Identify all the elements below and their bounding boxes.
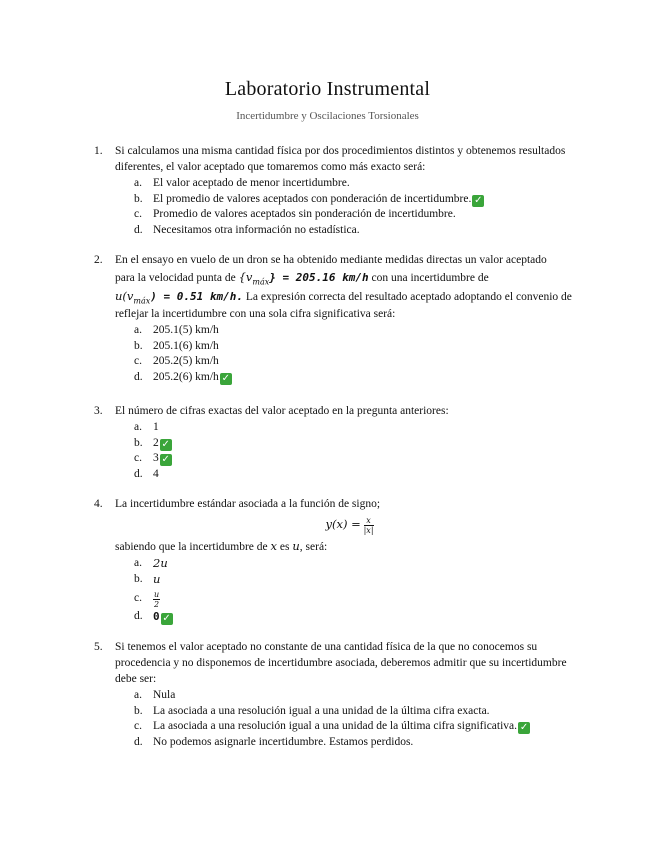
question-stem: Si tenemos el valor aceptado no constante de una cantidad física de la que no conocemos su procedencia y no disponemos de incertidumbre asociada, deberemos admitir que su incertidumbre debe ser: (115, 641, 567, 685)
question-stem: El número de cifras exactas del valor aceptado en la pregunta anteriores: (115, 405, 449, 417)
option-d[interactable]: d. 0 ✓ (134, 610, 171, 624)
option-d[interactable]: d. 4 (134, 467, 159, 480)
option-c[interactable]: c. 3 ✓ (134, 452, 170, 465)
question-1 (94, 143, 584, 238)
page-title: Laboratorio Instrumental (224, 78, 431, 100)
question-5 (94, 639, 584, 750)
sign-function-formula: y(x) = $\frac{x}{|x|}$ (325, 516, 374, 535)
option-a[interactable]: a. El valor aceptado de menor incertidumbre. (134, 177, 350, 189)
option-list (94, 323, 584, 385)
option-c[interactable]: c. Promedio de valores aceptados sin ponderación de incertidumbre. (134, 208, 456, 220)
check-mark-icon: ✓ (161, 454, 170, 465)
check-mark-icon: ✓ (519, 722, 529, 733)
question-stem: La incertidumbre estándar asociada a la función de signo; y(x) = $\frac{x}{|x|}$ sabiendo que la incertidumbre de x es u, será: (115, 496, 584, 555)
check-mark-icon: ✓ (162, 613, 171, 624)
question-4 (94, 496, 584, 625)
option-list (94, 688, 584, 750)
option-d[interactable]: d. Necesitamos otra información no estadística. (134, 223, 360, 236)
question-2 (94, 252, 584, 385)
option-b[interactable]: b. El promedio de valores aceptados con ponderación de incertidumbre. ✓ (134, 192, 483, 206)
question-number: 2. (94, 254, 103, 266)
question-number: 5. (94, 641, 103, 653)
option-c[interactable]: c. $\frac{u}{2}$ (134, 589, 160, 609)
option-d[interactable]: d. No podemos asignarle incertidumbre. Estamos perdidos. (134, 735, 414, 748)
option-list (94, 556, 584, 625)
option-a[interactable]: a. 2u (134, 556, 168, 570)
option-d[interactable]: d. 205.2(6) km/h ✓ (134, 370, 230, 384)
question-stem: Si calculamos una misma cantidad física por dos procedimientos distintos y obtenemos resultados diferentes, el valor aceptado que tomaremos como más exacto será: (115, 145, 566, 173)
question-stem: En el ensayo en vuelo de un dron se ha obtenido mediante medidas directas un valor aceptado para la velocidad punta de $\{v_{máx}\} = 205.16$ km/h con una incertidumbre de $u(v_{máx}) = 0.51$ km/h. La expresión correcta del resultado aceptado adoptando el convenio de reflejar la incertidumbre con una sola cifra significativa será: (115, 254, 572, 320)
question-number: 1. (94, 145, 103, 157)
option-a[interactable]: a. Nula (134, 689, 176, 701)
option-c[interactable]: c. La asociada a una resolución igual a una unidad de la última cifra significativa. ✓ (134, 720, 529, 733)
check-mark-icon: ✓ (474, 194, 483, 206)
option-a[interactable]: a. 1 (134, 421, 159, 433)
option-list (94, 420, 584, 482)
option-b[interactable]: b. La asociada a una resolución igual a una unidad de la última cifra exacta. (134, 704, 490, 717)
question-3 (94, 403, 584, 482)
question-number: 3. (94, 405, 103, 417)
option-c[interactable]: c. 205.2(5) km/h (134, 355, 219, 367)
check-mark-icon: ✓ (221, 372, 230, 384)
question-number: 4. (94, 498, 103, 510)
option-list (94, 176, 584, 238)
check-mark-icon: ✓ (161, 438, 170, 450)
page-subtitle: Incertidumbre y Oscilaciones Torsionales (236, 110, 419, 122)
option-b[interactable]: b. 2 ✓ (134, 436, 170, 450)
option-a[interactable]: a. 205.1(5) km/h (134, 324, 219, 336)
option-b[interactable]: b. 205.1(6) km/h (134, 339, 219, 352)
option-b[interactable]: b. u (134, 571, 161, 586)
